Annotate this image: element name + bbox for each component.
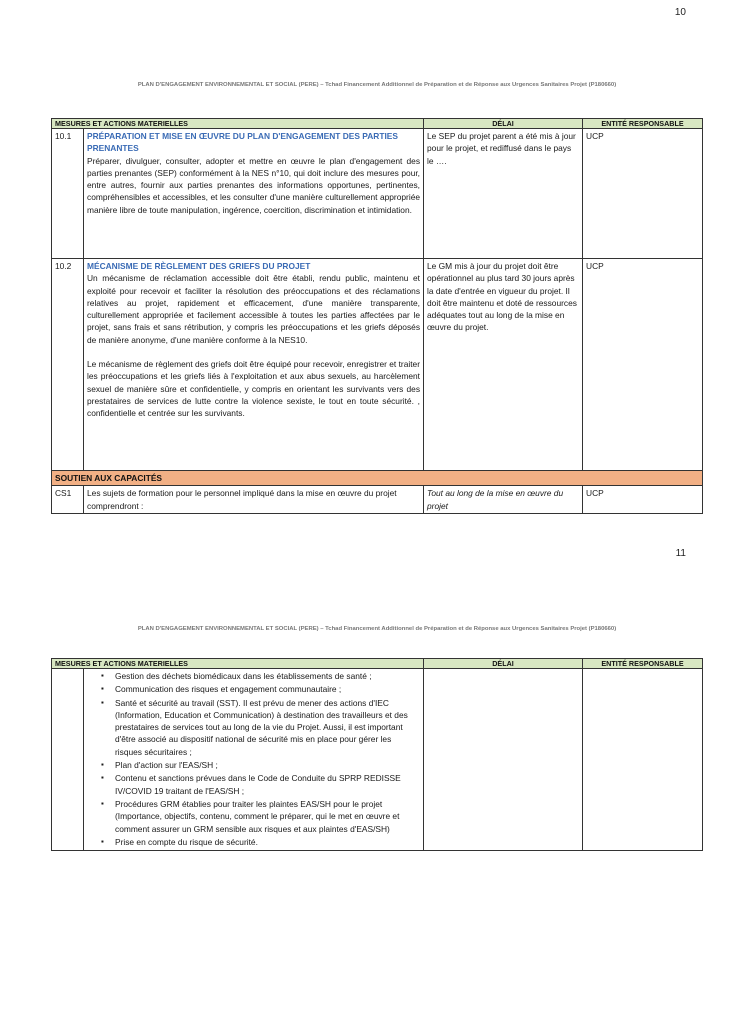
table-row-cs1 xyxy=(52,486,703,514)
section-title: PRÉPARATION ET MISE EN ŒUVRE DU PLAN D'ENGAGEMENT DES PARTIES PRENANTES xyxy=(87,131,398,154)
list-item: ▪ Prise en compte du risque de sécurité. xyxy=(101,836,420,848)
table-header-row xyxy=(52,659,703,669)
column-header-entite: ENTITÉ RESPONSABLE xyxy=(583,119,703,129)
delai-text: Tout au long de la mise en œuvre du projet xyxy=(427,488,564,511)
list-item: ▪ Communication des risques et engagement communautaire ; xyxy=(101,683,420,695)
entite-cell: UCP xyxy=(583,486,703,514)
delai-cell: Le GM mis à jour du projet doit être opérationnel au plus tard 30 jours après la date d'entrée en vigueur du projet. Il doit être maintenu et doté de ressources adéquates tout au long de la mise en œuvre du projet. xyxy=(424,259,583,471)
list-item: ▪ Gestion des déchets biomédicaux dans les établissements de santé ; xyxy=(101,670,420,682)
page-number: 11 xyxy=(675,548,686,559)
table-row-10-1 xyxy=(52,129,703,259)
pere-table xyxy=(51,658,703,851)
column-header-mesures: MESURES ET ACTIONS MATERIELLES xyxy=(52,119,424,129)
measure-text: Le mécanisme de règlement des griefs doit être équipé pour recevoir, enregistrer et traiter les préoccupations et les griefs liés à l'exploitation et aux abus sexuels, au harcèlement sexuel de manière sûre et confidentielle, y compris en orientant les survivants vers des prestataires de services de lutte contre la violence sexiste, le tout en toute sécurité. , confidentielle et centrée sur les survivants. xyxy=(87,359,421,419)
list-item: ▪ Plan d'action sur l'EAS/SH ; xyxy=(101,759,420,771)
section-heading: SOUTIEN AUX CAPACITÉS xyxy=(52,471,703,486)
entite-cell: UCP xyxy=(583,129,703,259)
list-item: ▪ Procédures GRM établies pour traiter les plaintes EAS/SH pour le projet (Importance, objectifs, contenu, comment le préparer, qui le met en œuvre et comment assurer un GRM sensible aux risques et aux plaintes d'EAS/SH) xyxy=(101,798,420,835)
column-header-entite: ENTITÉ RESPONSABLE xyxy=(583,659,703,669)
measure-cell xyxy=(84,129,424,259)
row-number: 10.1 xyxy=(52,129,84,259)
delai-cell: Le SEP du projet parent a été mis à jour pour le projet, et rediffusé dans le pays le …. xyxy=(424,129,583,259)
table-header-row xyxy=(52,119,703,129)
entite-cell: UCP xyxy=(583,259,703,471)
training-topics-list xyxy=(87,670,420,848)
delai-cell xyxy=(424,669,583,851)
table-row-10-2 xyxy=(52,259,703,471)
measure-cell xyxy=(84,669,424,851)
measure-text: Préparer, divulguer, consulter, adopter et mettre en œuvre le plan d'engagement des parties prenantes (SEP) conformément à la NES n°10, qui doit inclure des mesures pour, entre autres, fournir aux parties prenantes des informations opportunes, pertinentes, compréhensibles et accessibles, et les consulter d'une manière culturellement appropriée manière libre de toute manipulation, ingérence, coercition, discrimination et intimidation. xyxy=(87,155,421,215)
list-item: ▪ Contenu et sanctions prévues dans le Code de Conduite du SPRP REDISSE IV/COVID 19 traitant de l'EAS/SH ; xyxy=(101,772,420,797)
running-header: PLAN D'ENGAGEMENT ENVIRONNEMENTAL ET SOCIAL (PERE) – Tchad Financement Additionnel de Préparation et de Réponse aux Urgences Sanitaires Projet (P180660) xyxy=(137,82,617,88)
list-item: ▪ Santé et sécurité au travail (SST). Il est prévu de mener des actions d'IEC (Information, Education et Communication) à destination des travailleurs et des prestataires de services tout au long de la vie du Projet. Aussi, il est important d'être associé au dispositif national de sécurité mis en place pour gérer les risques sécuritaires ; xyxy=(101,697,420,758)
entite-cell xyxy=(583,669,703,851)
table-row-cs1-continued xyxy=(52,669,703,851)
page-number: 10 xyxy=(674,7,686,18)
running-header: PLAN D'ENGAGEMENT ENVIRONNEMENTAL ET SOCIAL (PERE) – Tchad Financement Additionnel de Préparation et de Réponse aux Urgences Sanitaires Projet (P180660) xyxy=(137,626,617,632)
page-11 xyxy=(0,532,752,1024)
section-row-capacites xyxy=(52,471,703,486)
row-number: 10.2 xyxy=(52,259,84,471)
column-header-mesures: MESURES ET ACTIONS MATERIELLES xyxy=(52,659,424,669)
column-header-delai: DÉLAI xyxy=(424,659,583,669)
pere-table xyxy=(51,118,703,514)
row-number: CS1 xyxy=(52,486,84,514)
section-title: MÉCANISME DE RÈGLEMENT DES GRIEFS DU PROJET xyxy=(87,261,311,271)
row-number xyxy=(52,669,84,851)
measure-cell xyxy=(84,259,424,471)
measure-text: Un mécanisme de réclamation accessible doit être établi, rendu public, maintenu et exploité pour recevoir et faciliter la résolution des préoccupations et des réclamations relatives au projet, rapidement et efficacement, d'une manière transparente, culturellement appropriée et facilement accessible à toutes les parties affectées par le projet, sans frais et sans rétribution, y compris les préoccupations et les griefs déposés de manière anonyme, d'une manière conforme à la NES10. xyxy=(87,273,421,345)
column-header-delai: DÉLAI xyxy=(424,119,583,129)
delai-cell xyxy=(424,486,583,514)
measure-text: Les sujets de formation pour le personnel impliqué dans la mise en œuvre du projet comprendront : xyxy=(84,486,424,514)
